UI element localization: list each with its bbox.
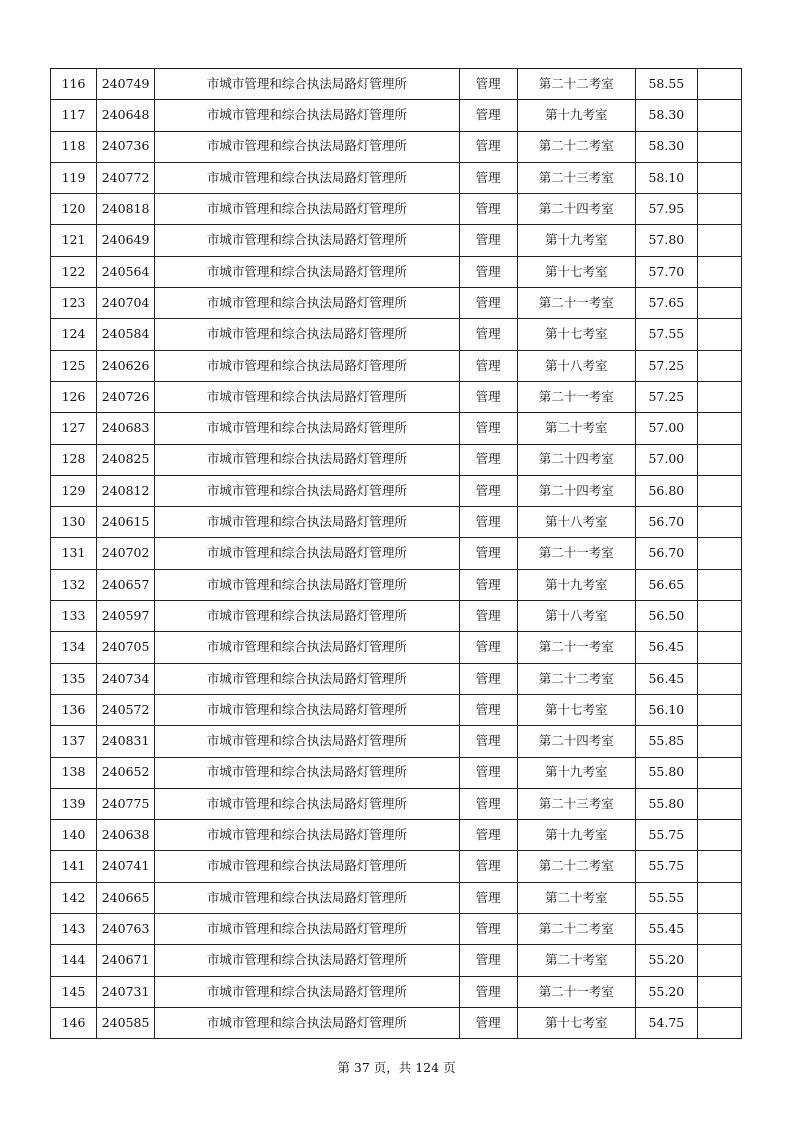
cell-remark <box>697 663 741 694</box>
cell-seq: 130 <box>51 507 97 538</box>
cell-exam-room: 第二十二考室 <box>517 131 635 162</box>
cell-score: 56.10 <box>635 694 697 725</box>
cell-exam-id: 240736 <box>97 131 155 162</box>
cell-position: 管理 <box>459 1007 517 1038</box>
cell-unit: 市城市管理和综合执法局路灯管理所 <box>155 100 459 131</box>
cell-exam-id: 240671 <box>97 945 155 976</box>
table-row <box>51 663 742 694</box>
cell-exam-room: 第十九考室 <box>517 225 635 256</box>
cell-unit: 市城市管理和综合执法局路灯管理所 <box>155 319 459 350</box>
cell-remark <box>697 976 741 1007</box>
cell-exam-id: 240825 <box>97 444 155 475</box>
table-row <box>51 444 742 475</box>
cell-exam-id: 240741 <box>97 851 155 882</box>
cell-score: 55.55 <box>635 882 697 913</box>
cell-score: 55.80 <box>635 788 697 819</box>
cell-exam-room: 第十九考室 <box>517 757 635 788</box>
cell-position: 管理 <box>459 69 517 100</box>
cell-exam-room: 第十九考室 <box>517 569 635 600</box>
cell-unit: 市城市管理和综合执法局路灯管理所 <box>155 726 459 757</box>
cell-unit: 市城市管理和综合执法局路灯管理所 <box>155 256 459 287</box>
cell-score: 56.80 <box>635 475 697 506</box>
cell-position: 管理 <box>459 882 517 913</box>
cell-exam-id: 240831 <box>97 726 155 757</box>
cell-exam-room: 第十八考室 <box>517 601 635 632</box>
table-row <box>51 726 742 757</box>
table-row <box>51 914 742 945</box>
cell-unit: 市城市管理和综合执法局路灯管理所 <box>155 350 459 381</box>
cell-unit: 市城市管理和综合执法局路灯管理所 <box>155 976 459 1007</box>
cell-exam-room: 第二十一考室 <box>517 288 635 319</box>
cell-exam-room: 第十七考室 <box>517 256 635 287</box>
cell-seq: 116 <box>51 69 97 100</box>
cell-remark <box>697 569 741 600</box>
cell-seq: 144 <box>51 945 97 976</box>
cell-position: 管理 <box>459 288 517 319</box>
cell-score: 57.00 <box>635 413 697 444</box>
cell-seq: 124 <box>51 319 97 350</box>
cell-score: 57.25 <box>635 350 697 381</box>
table-row <box>51 976 742 1007</box>
cell-score: 56.50 <box>635 601 697 632</box>
cell-remark <box>697 350 741 381</box>
cell-remark <box>697 100 741 131</box>
cell-seq: 121 <box>51 225 97 256</box>
cell-unit: 市城市管理和综合执法局路灯管理所 <box>155 288 459 319</box>
table-row <box>51 757 742 788</box>
cell-score: 56.70 <box>635 507 697 538</box>
cell-unit: 市城市管理和综合执法局路灯管理所 <box>155 444 459 475</box>
cell-exam-room: 第二十一考室 <box>517 381 635 412</box>
cell-seq: 131 <box>51 538 97 569</box>
cell-position: 管理 <box>459 100 517 131</box>
cell-exam-id: 240584 <box>97 319 155 350</box>
cell-exam-id: 240615 <box>97 507 155 538</box>
page-footer <box>0 1058 793 1076</box>
cell-remark <box>697 820 741 851</box>
cell-unit: 市城市管理和综合执法局路灯管理所 <box>155 1007 459 1038</box>
cell-unit: 市城市管理和综合执法局路灯管理所 <box>155 507 459 538</box>
cell-score: 56.45 <box>635 663 697 694</box>
cell-exam-room: 第二十四考室 <box>517 444 635 475</box>
cell-unit: 市城市管理和综合执法局路灯管理所 <box>155 225 459 256</box>
cell-exam-id: 240704 <box>97 288 155 319</box>
cell-score: 55.75 <box>635 820 697 851</box>
cell-seq: 123 <box>51 288 97 319</box>
cell-score: 57.80 <box>635 225 697 256</box>
table-row <box>51 100 742 131</box>
cell-score: 55.45 <box>635 914 697 945</box>
table-row <box>51 538 742 569</box>
cell-exam-room: 第二十三考室 <box>517 788 635 819</box>
cell-seq: 129 <box>51 475 97 506</box>
cell-position: 管理 <box>459 475 517 506</box>
cell-exam-id: 240726 <box>97 381 155 412</box>
cell-position: 管理 <box>459 350 517 381</box>
cell-seq: 120 <box>51 194 97 225</box>
cell-unit: 市城市管理和综合执法局路灯管理所 <box>155 194 459 225</box>
cell-seq: 126 <box>51 381 97 412</box>
cell-exam-id: 240648 <box>97 100 155 131</box>
cell-seq: 137 <box>51 726 97 757</box>
cell-exam-id: 240657 <box>97 569 155 600</box>
cell-unit: 市城市管理和综合执法局路灯管理所 <box>155 788 459 819</box>
cell-seq: 135 <box>51 663 97 694</box>
cell-exam-id: 240564 <box>97 256 155 287</box>
cell-exam-room: 第十七考室 <box>517 319 635 350</box>
cell-score: 57.25 <box>635 381 697 412</box>
cell-score: 57.70 <box>635 256 697 287</box>
cell-seq: 136 <box>51 694 97 725</box>
cell-exam-room: 第二十四考室 <box>517 475 635 506</box>
cell-position: 管理 <box>459 820 517 851</box>
cell-seq: 140 <box>51 820 97 851</box>
cell-exam-room: 第二十四考室 <box>517 194 635 225</box>
cell-remark <box>697 225 741 256</box>
cell-exam-room: 第二十四考室 <box>517 726 635 757</box>
cell-position: 管理 <box>459 444 517 475</box>
cell-exam-room: 第二十三考室 <box>517 162 635 193</box>
cell-score: 58.30 <box>635 131 697 162</box>
cell-exam-room: 第十八考室 <box>517 350 635 381</box>
cell-remark <box>697 1007 741 1038</box>
cell-unit: 市城市管理和综合执法局路灯管理所 <box>155 162 459 193</box>
cell-exam-id: 240772 <box>97 162 155 193</box>
table-row <box>51 162 742 193</box>
cell-exam-room: 第十九考室 <box>517 820 635 851</box>
cell-unit: 市城市管理和综合执法局路灯管理所 <box>155 413 459 444</box>
cell-remark <box>697 632 741 663</box>
cell-seq: 127 <box>51 413 97 444</box>
cell-exam-id: 240812 <box>97 475 155 506</box>
cell-seq: 128 <box>51 444 97 475</box>
cell-seq: 141 <box>51 851 97 882</box>
cell-exam-id: 240626 <box>97 350 155 381</box>
cell-seq: 138 <box>51 757 97 788</box>
table-row <box>51 413 742 444</box>
cell-exam-id: 240749 <box>97 69 155 100</box>
cell-unit: 市城市管理和综合执法局路灯管理所 <box>155 851 459 882</box>
cell-position: 管理 <box>459 194 517 225</box>
cell-position: 管理 <box>459 694 517 725</box>
cell-remark <box>697 444 741 475</box>
cell-score: 58.55 <box>635 69 697 100</box>
cell-position: 管理 <box>459 413 517 444</box>
cell-unit: 市城市管理和综合执法局路灯管理所 <box>155 69 459 100</box>
table-row <box>51 381 742 412</box>
cell-remark <box>697 413 741 444</box>
cell-remark <box>697 256 741 287</box>
cell-score: 55.75 <box>635 851 697 882</box>
cell-exam-id: 240652 <box>97 757 155 788</box>
cell-position: 管理 <box>459 726 517 757</box>
cell-exam-room: 第二十一考室 <box>517 632 635 663</box>
cell-unit: 市城市管理和综合执法局路灯管理所 <box>155 632 459 663</box>
table-row <box>51 851 742 882</box>
cell-position: 管理 <box>459 381 517 412</box>
cell-exam-id: 240731 <box>97 976 155 1007</box>
cell-unit: 市城市管理和综合执法局路灯管理所 <box>155 601 459 632</box>
table-row <box>51 945 742 976</box>
table-row <box>51 632 742 663</box>
cell-seq: 117 <box>51 100 97 131</box>
cell-seq: 119 <box>51 162 97 193</box>
cell-exam-id: 240665 <box>97 882 155 913</box>
table-row <box>51 350 742 381</box>
table-row <box>51 256 742 287</box>
table-row <box>51 69 742 100</box>
cell-remark <box>697 757 741 788</box>
cell-seq: 122 <box>51 256 97 287</box>
cell-exam-room: 第二十一考室 <box>517 976 635 1007</box>
cell-position: 管理 <box>459 601 517 632</box>
cell-exam-room: 第十八考室 <box>517 507 635 538</box>
cell-exam-id: 240585 <box>97 1007 155 1038</box>
cell-score: 57.65 <box>635 288 697 319</box>
cell-remark <box>697 69 741 100</box>
cell-exam-room: 第二十二考室 <box>517 69 635 100</box>
cell-unit: 市城市管理和综合执法局路灯管理所 <box>155 569 459 600</box>
cell-unit: 市城市管理和综合执法局路灯管理所 <box>155 538 459 569</box>
cell-remark <box>697 726 741 757</box>
cell-remark <box>697 851 741 882</box>
table-row <box>51 225 742 256</box>
table-row <box>51 882 742 913</box>
score-table <box>50 68 742 1039</box>
cell-remark <box>697 945 741 976</box>
cell-exam-room: 第十七考室 <box>517 1007 635 1038</box>
cell-position: 管理 <box>459 945 517 976</box>
cell-unit: 市城市管理和综合执法局路灯管理所 <box>155 663 459 694</box>
table-row <box>51 694 742 725</box>
cell-unit: 市城市管理和综合执法局路灯管理所 <box>155 914 459 945</box>
cell-score: 55.80 <box>635 757 697 788</box>
table-row <box>51 569 742 600</box>
cell-position: 管理 <box>459 538 517 569</box>
cell-unit: 市城市管理和综合执法局路灯管理所 <box>155 820 459 851</box>
cell-score: 55.20 <box>635 945 697 976</box>
cell-exam-room: 第十九考室 <box>517 100 635 131</box>
cell-position: 管理 <box>459 663 517 694</box>
cell-remark <box>697 507 741 538</box>
cell-position: 管理 <box>459 757 517 788</box>
cell-seq: 132 <box>51 569 97 600</box>
cell-exam-room: 第二十二考室 <box>517 914 635 945</box>
cell-remark <box>697 381 741 412</box>
cell-exam-id: 240683 <box>97 413 155 444</box>
cell-remark <box>697 601 741 632</box>
cell-seq: 146 <box>51 1007 97 1038</box>
cell-exam-room: 第二十二考室 <box>517 851 635 882</box>
cell-exam-id: 240775 <box>97 788 155 819</box>
cell-position: 管理 <box>459 225 517 256</box>
table-row <box>51 1007 742 1038</box>
table-row <box>51 194 742 225</box>
cell-score: 58.30 <box>635 100 697 131</box>
cell-position: 管理 <box>459 788 517 819</box>
cell-exam-id: 240649 <box>97 225 155 256</box>
cell-position: 管理 <box>459 569 517 600</box>
page-number-label: 第 37 页，共 124 页 <box>337 1060 456 1075</box>
cell-exam-room: 第二十考室 <box>517 945 635 976</box>
cell-exam-id: 240705 <box>97 632 155 663</box>
cell-remark <box>697 882 741 913</box>
cell-position: 管理 <box>459 131 517 162</box>
cell-score: 54.75 <box>635 1007 697 1038</box>
table-body <box>51 69 742 1039</box>
cell-score: 56.70 <box>635 538 697 569</box>
cell-position: 管理 <box>459 976 517 1007</box>
cell-seq: 145 <box>51 976 97 1007</box>
cell-seq: 125 <box>51 350 97 381</box>
cell-position: 管理 <box>459 256 517 287</box>
table-row <box>51 475 742 506</box>
cell-exam-id: 240702 <box>97 538 155 569</box>
table-row <box>51 131 742 162</box>
table-row <box>51 601 742 632</box>
table-row <box>51 319 742 350</box>
table-row <box>51 788 742 819</box>
cell-score: 57.95 <box>635 194 697 225</box>
cell-seq: 142 <box>51 882 97 913</box>
cell-remark <box>697 319 741 350</box>
cell-seq: 133 <box>51 601 97 632</box>
cell-exam-room: 第二十考室 <box>517 413 635 444</box>
table-row <box>51 288 742 319</box>
cell-exam-id: 240734 <box>97 663 155 694</box>
cell-score: 55.20 <box>635 976 697 1007</box>
cell-score: 55.85 <box>635 726 697 757</box>
cell-score: 57.55 <box>635 319 697 350</box>
cell-exam-id: 240638 <box>97 820 155 851</box>
cell-position: 管理 <box>459 507 517 538</box>
cell-remark <box>697 475 741 506</box>
cell-position: 管理 <box>459 914 517 945</box>
cell-remark <box>697 131 741 162</box>
cell-exam-id: 240818 <box>97 194 155 225</box>
cell-seq: 139 <box>51 788 97 819</box>
cell-position: 管理 <box>459 632 517 663</box>
cell-unit: 市城市管理和综合执法局路灯管理所 <box>155 694 459 725</box>
cell-remark <box>697 694 741 725</box>
cell-remark <box>697 162 741 193</box>
cell-seq: 118 <box>51 131 97 162</box>
cell-exam-id: 240763 <box>97 914 155 945</box>
cell-seq: 134 <box>51 632 97 663</box>
table-row <box>51 507 742 538</box>
cell-exam-room: 第二十一考室 <box>517 538 635 569</box>
cell-remark <box>697 914 741 945</box>
cell-position: 管理 <box>459 319 517 350</box>
cell-unit: 市城市管理和综合执法局路灯管理所 <box>155 475 459 506</box>
cell-unit: 市城市管理和综合执法局路灯管理所 <box>155 757 459 788</box>
cell-unit: 市城市管理和综合执法局路灯管理所 <box>155 381 459 412</box>
table-row <box>51 820 742 851</box>
cell-exam-room: 第二十二考室 <box>517 663 635 694</box>
cell-exam-room: 第二十考室 <box>517 882 635 913</box>
cell-exam-id: 240572 <box>97 694 155 725</box>
cell-unit: 市城市管理和综合执法局路灯管理所 <box>155 882 459 913</box>
cell-seq: 143 <box>51 914 97 945</box>
cell-score: 56.45 <box>635 632 697 663</box>
cell-remark <box>697 288 741 319</box>
cell-exam-id: 240597 <box>97 601 155 632</box>
cell-remark <box>697 194 741 225</box>
cell-score: 56.65 <box>635 569 697 600</box>
cell-unit: 市城市管理和综合执法局路灯管理所 <box>155 945 459 976</box>
cell-unit: 市城市管理和综合执法局路灯管理所 <box>155 131 459 162</box>
cell-exam-room: 第十七考室 <box>517 694 635 725</box>
cell-score: 58.10 <box>635 162 697 193</box>
cell-score: 57.00 <box>635 444 697 475</box>
cell-remark <box>697 538 741 569</box>
cell-position: 管理 <box>459 851 517 882</box>
cell-position: 管理 <box>459 162 517 193</box>
cell-remark <box>697 788 741 819</box>
